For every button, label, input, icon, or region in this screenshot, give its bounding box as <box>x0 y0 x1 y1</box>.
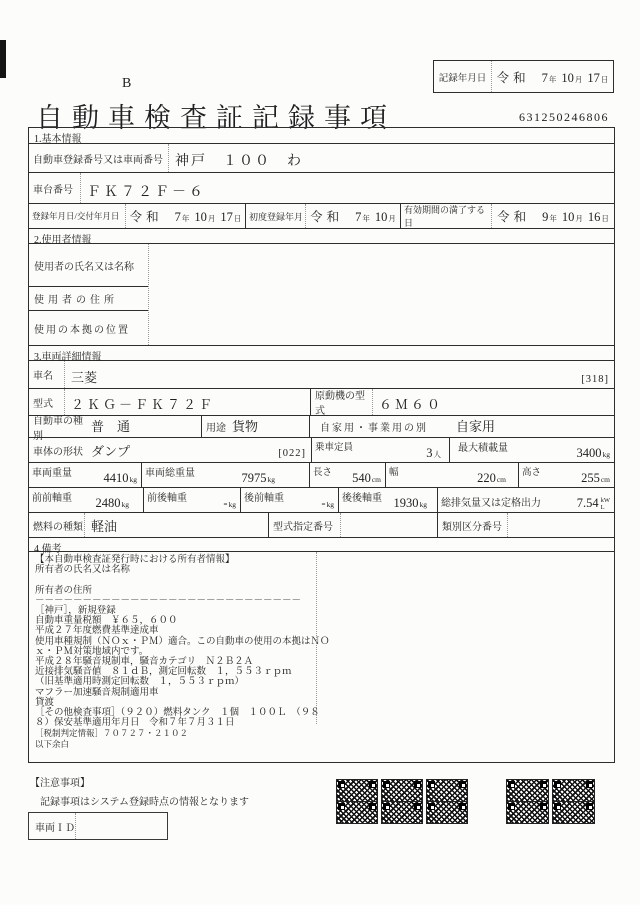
body-shape-cell <box>29 438 312 462</box>
use-label: 用途 <box>206 423 226 434</box>
weight-dimensions-row <box>29 463 614 488</box>
remark-line: 【本自動車検査証発行時における所有者情報】 <box>35 555 235 565</box>
page-title: 自動車検査証記録事項 <box>36 103 396 133</box>
qr-code-group-2 <box>507 780 594 823</box>
displacement-label: 総排気量又は定格出力 <box>441 498 541 509</box>
axle-front-rear-cell: 前後軸重 -kg <box>144 488 241 512</box>
qr-code <box>382 802 422 823</box>
class-code-label: 類別区分番号 <box>438 513 508 537</box>
registration-number-label: 自動車登録番号又は車両番号 <box>29 144 169 172</box>
remark-line: 平成２７年度燃費基準達成車 <box>35 626 159 637</box>
body-shape-label: 車体の形状 <box>33 446 83 458</box>
document-serial-number: 631250246806 <box>519 110 609 124</box>
class-code-cell <box>438 513 614 537</box>
dates-row <box>29 204 614 229</box>
remarks-text <box>35 555 330 762</box>
registration-date-value: 令和 7 年 10 月 17 日 <box>126 204 246 228</box>
type-approval-label: 型式指定番号 <box>269 513 341 537</box>
remark-line: 所有者の住所 <box>35 585 93 596</box>
fuel-label: 燃料の種類 <box>29 513 85 537</box>
chassis-number-row <box>29 173 614 204</box>
section-2-header: 2.使用者情報 <box>29 229 614 244</box>
remark-line: 平成２８年騒音規制車，騒音カテゴリ Ｎ２Ｂ２Ａ <box>35 657 254 668</box>
remark-line: 所有者の氏名又は名称 <box>35 565 131 576</box>
model-row <box>29 389 614 416</box>
engine-model-value: ６Ｍ６０ <box>379 397 444 412</box>
max-load-value: 3400kg <box>576 446 610 460</box>
chassis-number-label: 車台番号 <box>29 173 81 203</box>
remarks-column-divider <box>316 552 317 724</box>
remark-line: 貸渡 <box>35 697 55 708</box>
fuel-row <box>29 513 614 538</box>
qr-code <box>507 802 548 823</box>
user-info-labels <box>29 244 149 345</box>
form-code: B <box>122 76 132 91</box>
qr-code <box>427 780 467 801</box>
vehicle-id-label: 車両ＩＤ <box>29 813 76 839</box>
remark-line: マフラー加速騒音規制適用車 <box>35 687 159 698</box>
height-cell: 高さ 255cm <box>522 468 610 485</box>
remark-line: ［神戸］，新規登録 <box>35 606 116 616</box>
ownership-cell <box>310 416 614 437</box>
vehicle-id-value <box>76 813 167 839</box>
seating-capacity-cell <box>312 438 450 462</box>
max-load-cell <box>450 438 614 462</box>
seating-capacity-label: 乗車定員 <box>315 443 354 453</box>
displacement-cell <box>438 488 614 512</box>
expiry-date-label: 有効期間の満了する日 <box>401 204 492 228</box>
section-4-header: 4.備考 <box>29 538 614 552</box>
vehicle-weight-cell: 車両重量 4410kg <box>29 463 142 487</box>
section-1-header: 1.基本情報 <box>29 128 614 144</box>
section-3-header: 3.車両詳細情報 <box>29 346 614 361</box>
use-cell <box>202 416 310 437</box>
user-base-location-label: 使用の本拠の位置 <box>34 324 130 336</box>
car-name-code: [318] <box>581 374 609 385</box>
car-name-row <box>29 361 614 389</box>
registration-edge-mark <box>0 40 6 78</box>
length-cell: 長さ 540cm <box>310 463 386 487</box>
car-name-value: 三菱 [318] <box>65 361 614 388</box>
expiry-date-value: 令和 9 年 10 月 16 日 <box>497 210 609 224</box>
first-registration-label: 初度登録年月 <box>246 204 306 228</box>
user-info-values <box>149 244 614 345</box>
max-load-label: 最大積載量 <box>458 443 508 454</box>
engine-model-label: 原動機の型式 <box>311 389 373 415</box>
record-date-label: 記録年月日 <box>434 61 492 92</box>
qr-code <box>382 780 422 801</box>
ownership-label: 自家用・事業用の別 <box>320 423 428 434</box>
remark-line: 以下余白 <box>35 738 70 749</box>
remarks-area <box>29 552 614 762</box>
use-value: 貨物 <box>232 419 259 434</box>
qr-code-group-1 <box>337 780 467 823</box>
class-code-value <box>508 535 514 537</box>
user-info-block <box>29 244 614 346</box>
body-shape-value: ダンプ <box>91 444 131 459</box>
model-label: 型式 <box>29 389 65 415</box>
vehicle-kind-label: 自動車の種別 <box>33 415 83 442</box>
vehicle-kind-value: 普 通 <box>91 419 131 434</box>
type-approval-cell <box>269 513 438 537</box>
qr-code <box>507 780 548 801</box>
remark-line <box>35 575 330 585</box>
remark-line: （旧基準適用時測定回転数 １，５５３ｒｐｍ） <box>35 677 245 688</box>
body-shape-row <box>29 438 614 463</box>
gross-weight-cell: 車両総重量 7975kg <box>142 463 310 487</box>
vehicle-id-box <box>28 812 168 840</box>
kind-use-row <box>29 415 614 442</box>
remark-line: ［税制判定情報］７０７２７・２１０２ <box>35 728 189 739</box>
car-name-label: 車名 <box>29 361 65 388</box>
type-approval-value <box>341 535 347 537</box>
model-value: ２ＫＧ－ＦＫ７２Ｆ <box>71 397 216 412</box>
axle-rear-rear-cell: 後後軸重 1930kg <box>339 488 438 512</box>
user-name-label: 使用者の氏名又は名称 <box>29 244 148 287</box>
fuel-value: 軽油 <box>91 519 118 534</box>
registration-date-label: 登録年月日/交付年月日 <box>29 204 126 228</box>
remark-line: 使用車種規制（ＮＯｘ・ＰＭ）適合。この自動車の使用の本拠はＮＯ <box>35 636 330 647</box>
record-date-box <box>433 60 614 93</box>
registration-number-row <box>29 144 614 173</box>
width-cell: 幅 220cm <box>386 463 519 487</box>
qr-code <box>553 802 594 823</box>
vehicle-kind-cell <box>29 415 202 442</box>
notice-title: 【注意事項】 <box>30 778 90 789</box>
axle-weights-row <box>29 488 614 513</box>
seating-capacity-value: 3人 <box>426 446 441 460</box>
qr-code <box>337 780 377 801</box>
ownership-value: 自家用 <box>456 419 496 434</box>
qr-code <box>337 802 377 823</box>
fuel-cell <box>29 513 269 537</box>
notice-text: 記録事項はシステム登録時点の情報となります <box>40 797 249 808</box>
chassis-number-value: ＦＫ７２Ｆ－６ <box>87 185 206 200</box>
remark-line: ８）保安基準適用年月日 令和７年７月３１日 <box>35 718 235 729</box>
user-address-label: 使用者の住所 <box>29 287 148 311</box>
remark-line: ［その他検査事項］（９２０）燃料タンク １個 １００Ｌ （９８ <box>35 708 320 719</box>
axle-rear-front-cell: 後前軸重 -kg <box>241 488 339 512</box>
record-date-value: 令和 7 年 10 月 17 日 <box>496 70 609 85</box>
qr-code <box>427 802 467 823</box>
remark-line: 自動車重量税額 ￥６５，６００ <box>35 616 178 627</box>
remark-line: ｘ・ＰＭ対策地域内です。 <box>35 646 149 657</box>
first-registration-value: 令和 7 年 10 月 <box>306 204 401 228</box>
registration-number-value: 神戸 １００ わ <box>175 154 303 169</box>
axle-front-front-cell: 前前軸重 2480kg <box>29 488 144 512</box>
body-shape-code: [022] <box>278 448 306 459</box>
displacement-value: 7.54 kW L <box>576 496 610 511</box>
qr-code <box>553 780 594 801</box>
engine-model-cell <box>311 389 614 415</box>
remark-line: 近接排気騒音値 ８１ｄＢ，測定回転数 １，５５３ｒｐｍ <box>35 667 292 678</box>
remark-separator: －－－－－－－－－－－－－－－－－－－－－－－－－－－－ <box>35 595 302 606</box>
record-table <box>28 127 615 763</box>
